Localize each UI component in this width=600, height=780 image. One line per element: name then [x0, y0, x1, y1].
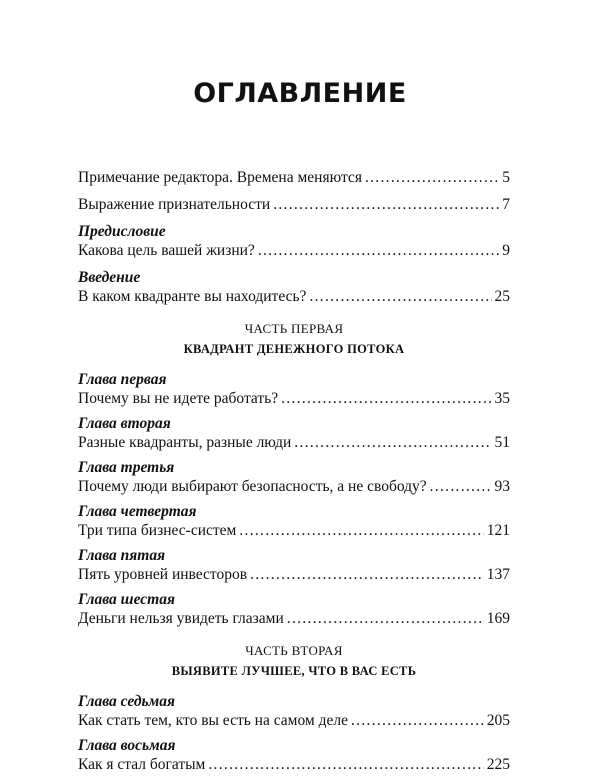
dot-leader	[239, 521, 483, 540]
toc-entry-row	[78, 195, 510, 214]
toc-page-number: 169	[486, 610, 510, 627]
toc-entry-title: Какова цель вашей жизни?	[78, 242, 255, 259]
toc-entry-title: Пять уровней инвесторов	[78, 566, 248, 583]
toc-entry-label: Глава четвертая	[78, 503, 197, 520]
toc-entry-title: Три типа бизнес-систем	[78, 522, 237, 539]
toc-entry-row	[78, 168, 510, 187]
toc-entry-title: Примечание редактора. Времена меняются	[78, 169, 362, 186]
dot-leader	[351, 711, 484, 730]
toc-page-number: 9	[502, 242, 510, 259]
toc-entry-row	[78, 433, 510, 452]
toc-entry-label: Глава вторая	[78, 415, 171, 432]
dot-leader	[287, 609, 484, 628]
part-heading	[78, 642, 510, 680]
part-heading	[78, 320, 510, 358]
toc-entry-row	[78, 287, 510, 306]
toc-entry-title: Деньги нельзя увидеть глазами	[78, 610, 284, 627]
toc-entry-row	[78, 521, 510, 540]
toc-entry[interactable]	[78, 502, 510, 540]
toc-entry[interactable]	[78, 458, 510, 496]
toc-page-number: 121	[486, 522, 510, 539]
toc-page-number: 7	[502, 196, 510, 213]
toc-page-number: 5	[502, 169, 510, 186]
page-title: ОГЛАВЛЕНИЕ	[193, 78, 407, 109]
toc-entry-title: Почему люди выбирают безопасность, а не свободу?	[78, 478, 427, 495]
toc-entry[interactable]	[78, 736, 510, 774]
toc-entry[interactable]	[78, 370, 510, 408]
toc-entry-row	[78, 609, 510, 628]
toc-page-number: 25	[494, 288, 510, 305]
dot-leader	[273, 195, 499, 214]
dot-leader	[365, 168, 499, 187]
toc-entry[interactable]	[78, 195, 510, 214]
dot-leader	[281, 389, 491, 408]
toc-entry[interactable]	[78, 692, 510, 730]
toc-entry-label: Глава седьмая	[78, 693, 175, 710]
toc-entry-title: Разные квадранты, разные люди	[78, 434, 292, 451]
dot-leader	[258, 241, 499, 260]
toc-entry-label: Глава пятая	[78, 547, 166, 564]
toc-entry-label: Глава третья	[78, 459, 175, 476]
dot-leader	[430, 477, 492, 496]
toc-page-number: 137	[486, 566, 510, 583]
toc-page-number: 225	[486, 756, 510, 773]
toc-entry[interactable]	[78, 414, 510, 452]
toc-page-number: 205	[486, 712, 510, 729]
part-title: КВАДРАНТ ДЕНЕЖНОГО ПОТОКА	[183, 342, 405, 356]
toc-entry-row	[78, 477, 510, 496]
part-title: ВЫЯВИТЕ ЛУЧШЕЕ, ЧТО В ВАС ЕСТЬ	[171, 664, 417, 678]
toc-entry-label: Введение	[78, 269, 141, 286]
dot-leader	[250, 565, 484, 584]
toc-page-number: 93	[494, 478, 510, 495]
table-of-contents	[78, 168, 510, 780]
toc-entry[interactable]	[78, 590, 510, 628]
toc-entry-label: Глава шестая	[78, 591, 175, 608]
toc-entry[interactable]	[78, 168, 510, 187]
toc-entry[interactable]	[78, 222, 510, 260]
toc-entry-label: Глава первая	[78, 371, 167, 388]
toc-entry-title: Как я стал богатым	[78, 756, 206, 773]
dot-leader	[208, 755, 483, 774]
toc-entry-row	[78, 565, 510, 584]
toc-entry[interactable]	[78, 268, 510, 306]
toc-entry-label: Глава восьмая	[78, 737, 176, 754]
toc-entry-row	[78, 389, 510, 408]
toc-entry-row	[78, 241, 510, 260]
toc-page-number: 51	[494, 434, 510, 451]
toc-entry-label: Предисловие	[78, 223, 166, 240]
part-number: ЧАСТЬ ВТОРАЯ	[245, 643, 343, 658]
toc-entry-title: Как стать тем, кто вы есть на самом деле	[78, 712, 348, 729]
toc-entry[interactable]	[78, 546, 510, 584]
toc-entry-title: Выражение признательности	[78, 196, 271, 213]
toc-entry-row	[78, 755, 510, 774]
toc-entry-title: В каком квадранте вы находитесь?	[78, 288, 307, 305]
toc-entry-row	[78, 711, 510, 730]
dot-leader	[309, 287, 491, 306]
part-number: ЧАСТЬ ПЕРВАЯ	[244, 321, 344, 336]
toc-entry-title: Почему вы не идете работать?	[78, 390, 279, 407]
dot-leader	[294, 433, 491, 452]
toc-page-number: 35	[494, 390, 510, 407]
